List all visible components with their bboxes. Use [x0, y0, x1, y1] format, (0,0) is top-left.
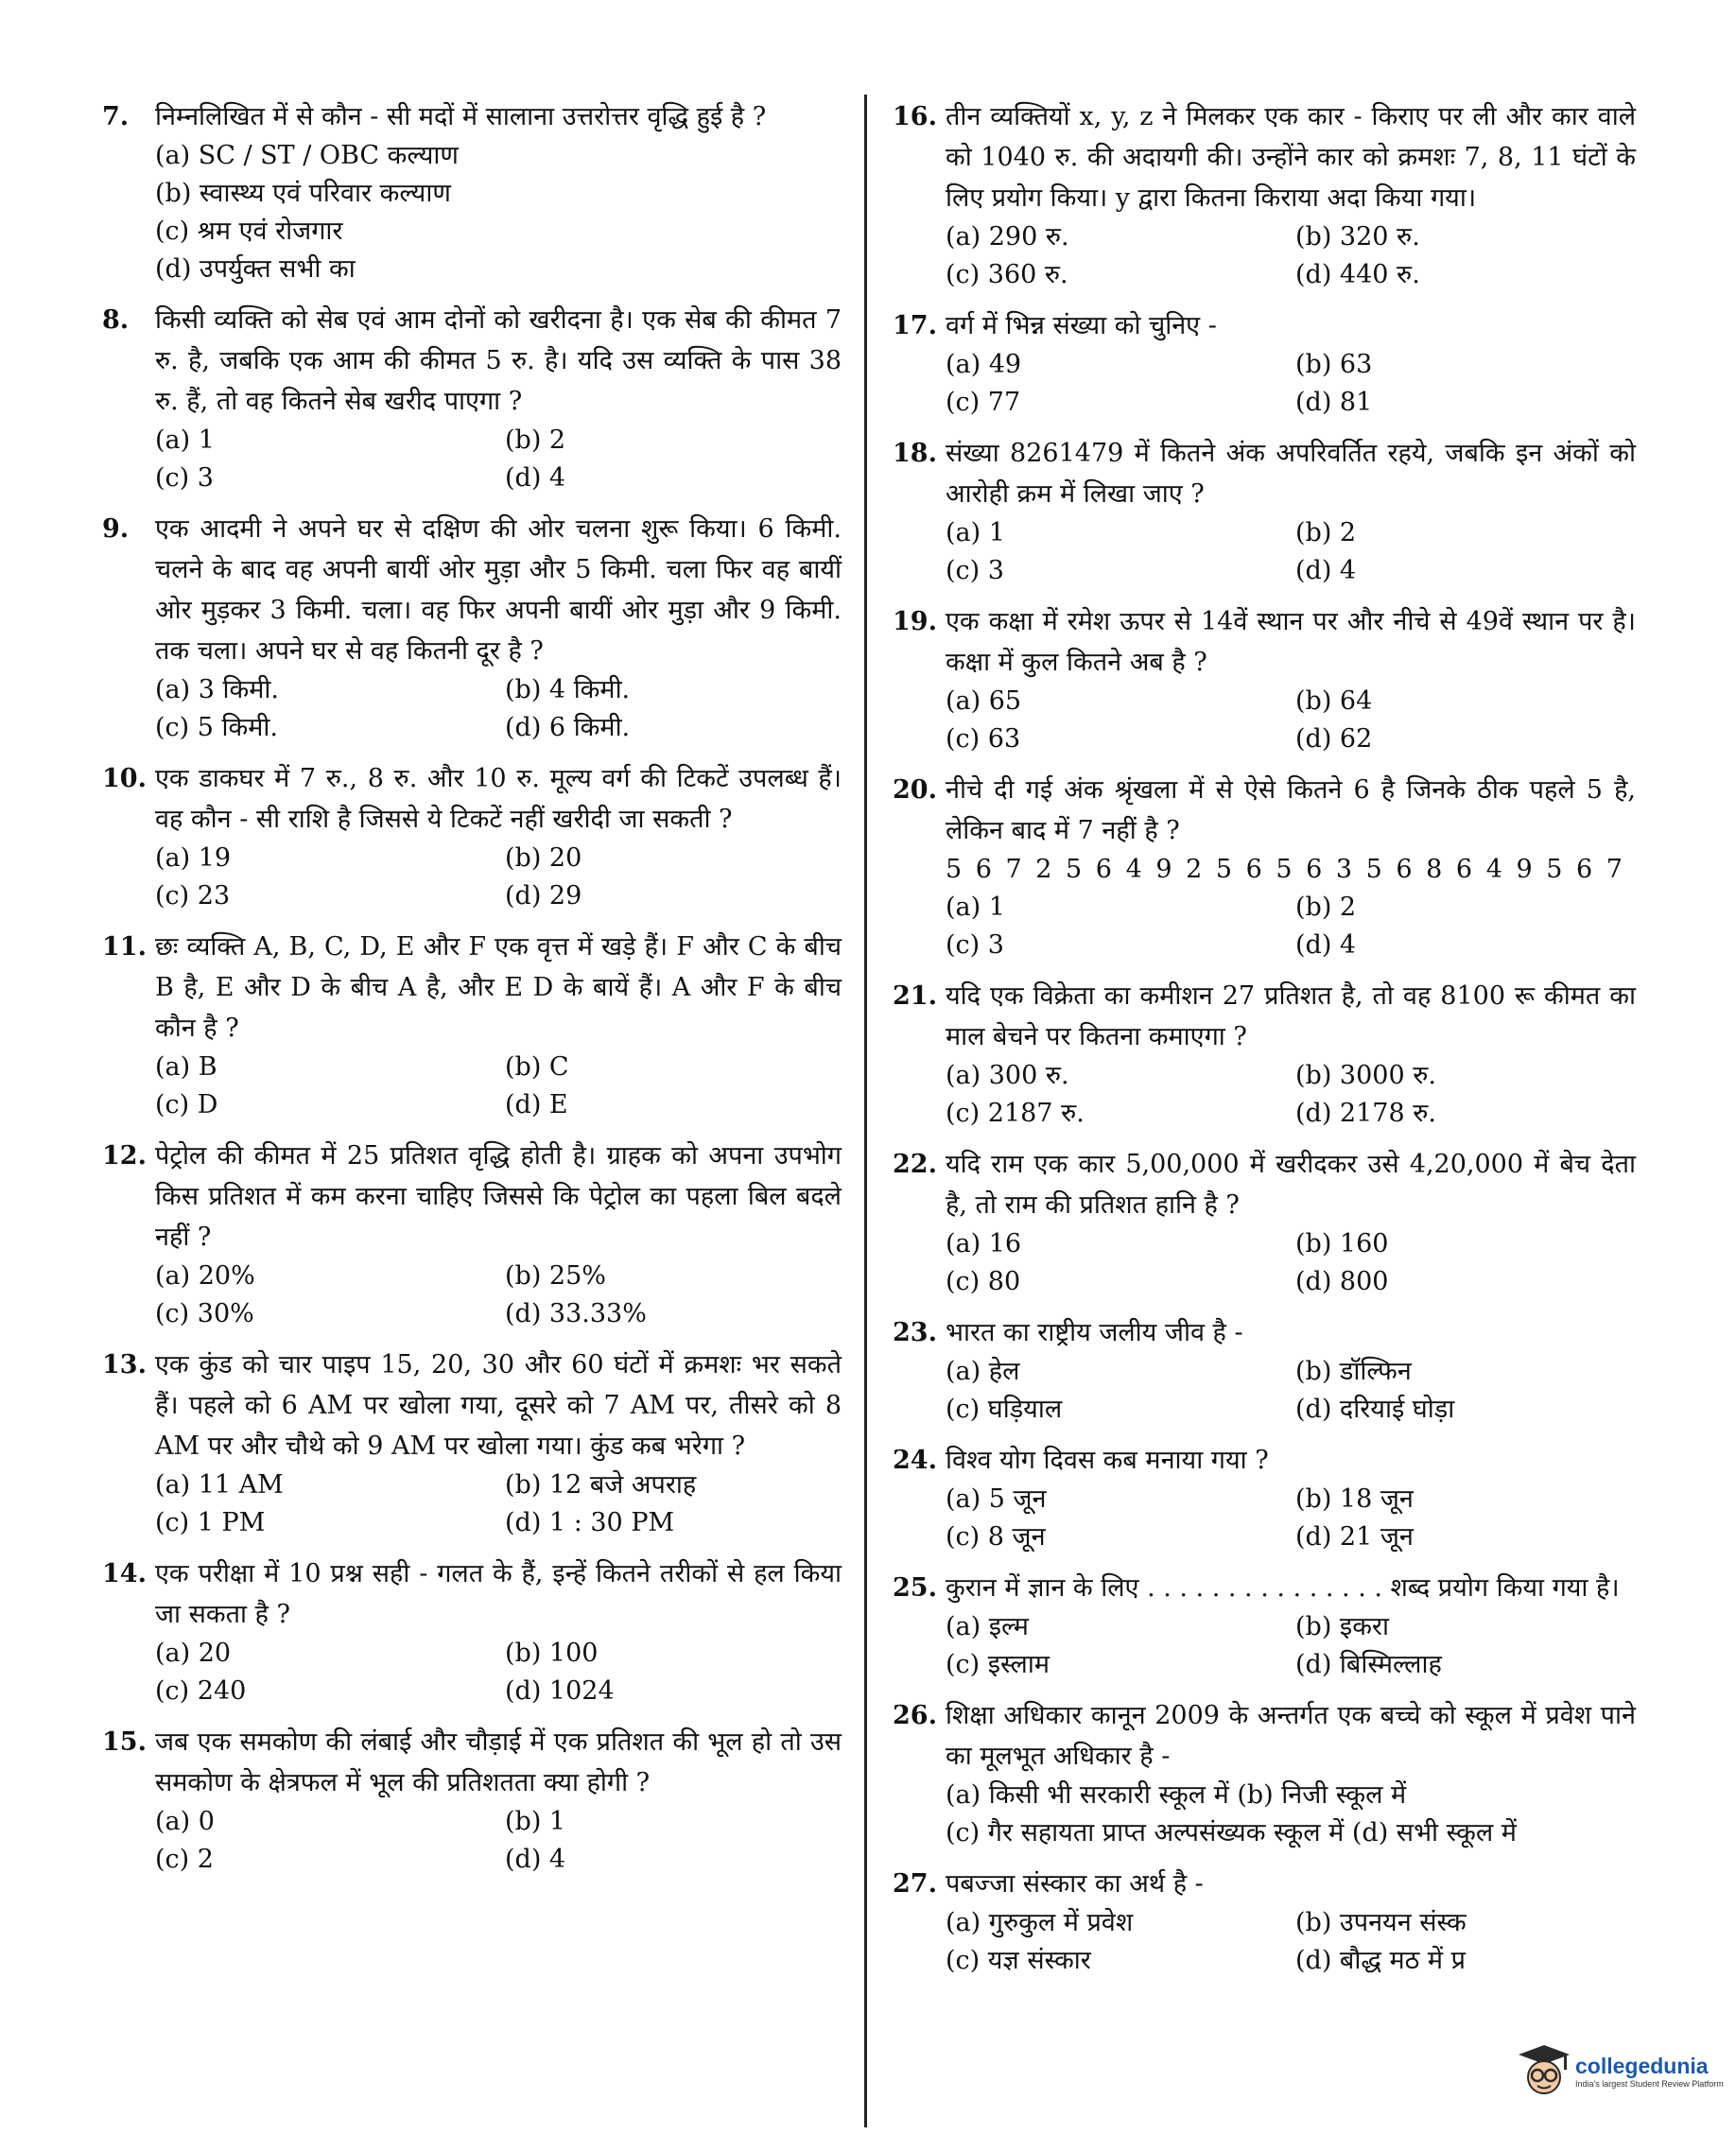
- answer-option: (b) इकरा: [1295, 1612, 1389, 1641]
- question-number: 17.: [893, 311, 937, 340]
- question-text: विश्व योग दिवस कब मनाया गया ?: [946, 1446, 1269, 1475]
- question-number: 21.: [893, 981, 937, 1011]
- answer-option: (c) 77: [946, 388, 1021, 417]
- answer-option: (a) किसी भी सरकारी स्कूल में (b) निजी स्कूल में: [946, 1780, 1407, 1810]
- question-20: [893, 770, 1636, 964]
- answer-option: (d) दरियाई घोड़ा: [1295, 1395, 1455, 1424]
- answer-option: (d) E: [505, 1090, 568, 1119]
- question-10: [102, 758, 842, 915]
- answer-option: (b) 2: [505, 425, 566, 455]
- answer-option: (a) इल्म: [946, 1612, 1029, 1641]
- answer-option: (d) 21 जून: [1295, 1522, 1414, 1552]
- answer-option: (d) 1024: [505, 1676, 615, 1706]
- question-number: 26.: [893, 1701, 937, 1730]
- question-number: 10.: [102, 764, 147, 793]
- collegedunia-logo[interactable]: [1517, 2033, 1725, 2110]
- answer-option: (b) 4 किमी.: [505, 675, 631, 704]
- answer-option: (d) 800: [1295, 1267, 1389, 1296]
- question-text: वर्ग में भिन्न संख्या को चुनिए -: [946, 311, 1217, 340]
- answer-option: (a) 11 AM: [155, 1470, 284, 1500]
- question-text: किसी व्यक्ति को सेब एवं आम दोनों को खरीदना है। एक सेब की कीमत 7 रु. है, जबकि एक आम की कीमत 5 रु. है। यदि उस व्यक्ति के पास 38 रु. हैं, तो वह कितने सेब खरीद पाएगा ?: [155, 305, 842, 416]
- question-number: 14.: [102, 1559, 147, 1588]
- question-19: [893, 601, 1636, 758]
- answer-option: (d) उपर्युक्त सभी का: [155, 254, 356, 284]
- answer-option: (c) 2: [155, 1845, 214, 1874]
- question-14: [102, 1553, 842, 1710]
- question-text: एक आदमी ने अपने घर से दक्षिण की ओर चलना शुरू किया। 6 किमी. चलने के बाद वह अपनी बायीं ओर मुड़ा और 5 किमी. चला फिर वह बायीं ओर मुड़कर 3 किमी. चला। वह फिर अपनी बायीं ओर मुड़ा और 9 किमी. तक चला। अपने घर से वह कितनी दूर है ?: [155, 514, 842, 666]
- question-26: [893, 1695, 1636, 1852]
- question-9: [102, 509, 842, 747]
- graduate-mascot-icon: [1517, 2043, 1571, 2100]
- question-number: 11.: [102, 932, 147, 962]
- answer-option: (a) 300 रु.: [946, 1061, 1069, 1090]
- answer-option: (d) 29: [505, 881, 582, 911]
- answer-option: (d) 4: [1295, 556, 1357, 585]
- answer-option: (d) 62: [1295, 724, 1373, 754]
- answer-option: (a) 3 किमी.: [155, 675, 279, 704]
- question-number: 15.: [102, 1727, 147, 1757]
- answer-option: (c) 5 किमी.: [155, 713, 278, 742]
- answer-option: (c) 30%: [155, 1299, 254, 1328]
- answer-option: (a) B: [155, 1052, 217, 1082]
- question-text: एक कक्षा में रमेश ऊपर से 14वें स्थान पर और नीचे से 49वें स्थान पर है। कक्षा में कुल कितने अब है ?: [946, 607, 1636, 677]
- answer-option: (d) 33.33%: [505, 1299, 647, 1328]
- answer-option: (a) 0: [155, 1807, 215, 1836]
- options-list: [155, 840, 842, 915]
- question-number: 24.: [893, 1446, 937, 1475]
- options-list: [946, 1225, 1636, 1301]
- options-list: [946, 1057, 1636, 1133]
- answer-option: (b) 2: [1295, 893, 1357, 922]
- question-21: [893, 976, 1636, 1133]
- question-number: 13.: [102, 1350, 147, 1379]
- question-7: [102, 96, 842, 288]
- question-text: निम्नलिखित में से कौन - सी मदों में सालाना उत्तरोत्तर वृद्धि हुई है ?: [155, 102, 767, 131]
- options-list: [155, 1803, 842, 1879]
- question-11: [102, 927, 842, 1124]
- question-number: 7.: [102, 102, 130, 131]
- answer-option: (c) 3: [946, 556, 1004, 585]
- answer-option: (c) 80: [946, 1267, 1021, 1296]
- answer-option: (b) 12 बजे अपराह: [505, 1470, 697, 1500]
- question-text: यदि एक विक्रेता का कमीशन 27 प्रतिशत है, तो वह 8100 रू कीमत का माल बेचने पर कितना कमाएगा ?: [946, 981, 1636, 1051]
- answer-option: (d) 4: [1295, 930, 1357, 960]
- question-number: 9.: [102, 514, 130, 544]
- answer-option: (c) 360 रु.: [946, 260, 1068, 289]
- options-list: [946, 514, 1636, 590]
- question-number: 20.: [893, 775, 937, 805]
- answer-option: (d) 4: [505, 463, 566, 493]
- answer-option: (c) 63: [946, 724, 1021, 754]
- answer-option: (c) 2187 रु.: [946, 1099, 1085, 1128]
- question-text: कुरान में ज्ञान के लिए . . . . . . . . . . . . . . . शब्द प्रयोग किया गया है।: [946, 1573, 1620, 1603]
- question-number: 8.: [102, 305, 130, 335]
- answer-option: (c) 23: [155, 881, 231, 911]
- question-number: 18.: [893, 439, 937, 468]
- answer-option: (b) 18 जून: [1295, 1484, 1414, 1514]
- answer-option: (c) 3: [946, 930, 1004, 960]
- question-text: पबज्जा संस्कार का अर्थ है -: [946, 1869, 1204, 1899]
- options-list: [946, 1777, 1636, 1852]
- question-text: तीन व्यक्तियों x, y, z ने मिलकर एक कार - किराए पर ली और कार वाले को 1040 रु. की अदायगी की। उन्होंने कार को क्रमशः 7, 8, 11 घंटों के लिए प्रयोग किया। y द्वारा कितना किराया अदा किया गया।: [946, 102, 1636, 213]
- answer-option: (c) 240: [155, 1676, 247, 1706]
- answer-option: (a) 20%: [155, 1261, 255, 1291]
- question-number: 16.: [893, 102, 937, 131]
- question-number: 27.: [893, 1869, 937, 1899]
- answer-option: (b) डॉल्फिन: [1295, 1357, 1412, 1386]
- answer-option: (c) श्रम एवं रोजगार: [155, 217, 343, 246]
- answer-option: (c) D: [155, 1090, 218, 1119]
- options-list: [946, 1353, 1636, 1429]
- options-list: [946, 683, 1636, 758]
- question-13: [102, 1345, 842, 1542]
- options-list: [946, 1481, 1636, 1556]
- answer-option: (b) 100: [505, 1639, 599, 1668]
- question-number: 25.: [893, 1573, 937, 1603]
- answer-option: (b) 320 रु.: [1295, 222, 1420, 252]
- answer-option: (a) 16: [946, 1229, 1022, 1258]
- question-number: 19.: [893, 607, 937, 636]
- answer-option: (a) 1: [155, 425, 215, 455]
- question-text: संख्या 8261479 में कितने अंक अपरिवर्तित रहये, जबकि इन अंकों को आरोही क्रम में लिखा जाए ?: [946, 439, 1636, 509]
- answer-option: (a) 19: [155, 843, 232, 873]
- question-number: 12.: [102, 1141, 147, 1171]
- question-16: [893, 96, 1636, 294]
- question-23: [893, 1312, 1636, 1429]
- answer-option: (c) गैर सहायता प्राप्त अल्पसंख्यक स्कूल में (d) सभी स्कूल में: [946, 1818, 1517, 1848]
- question-text: नीचे दी गई अंक श्रृंखला में से ऐसे कितने 6 है जिनके ठीक पहले 5 है, लेकिन बाद में 7 नहीं है ?: [946, 775, 1636, 845]
- question-text: छः व्यक्ति A, B, C, D, E और F एक वृत्त में खड़े हैं। F और C के बीच B है, E और D के बीच A है, और E D के बायें हैं। A और F के बीच कौन है ?: [155, 932, 842, 1043]
- answer-option: (d) 81: [1295, 388, 1373, 417]
- answer-option: (c) 8 जून: [946, 1522, 1046, 1552]
- answer-option: (b) 3000 रु.: [1295, 1061, 1436, 1090]
- answer-option: (b) 64: [1295, 686, 1373, 716]
- question-17: [893, 305, 1636, 422]
- answer-option: (a) 5 जून: [946, 1484, 1047, 1514]
- question-text: एक कुंड को चार पाइप 15, 20, 30 और 60 घंटों में क्रमशः भर सकते हैं। पहले को 6 AM पर खोला गया, दूसरे को 7 AM पर, तीसरे को 8 AM पर और चौथे को 9 AM पर खोला गया। कुंड कब भरेगा ?: [155, 1350, 842, 1461]
- question-number: 23.: [893, 1318, 937, 1347]
- question-text: शिक्षा अधिकार कानून 2009 के अन्तर्गत एक बच्चे को स्कूल में प्रवेश पाने का मूलभूत अधिकार है -: [946, 1701, 1636, 1771]
- logo-tagline: India's largest Student Review Platform: [1575, 2079, 1724, 2089]
- options-list: [946, 1608, 1636, 1684]
- answer-option: (c) इस्लाम: [946, 1650, 1050, 1679]
- left-column: [102, 96, 842, 1890]
- question-text: एक डाकघर में 7 रु., 8 रु. और 10 रु. मूल्य वर्ग की टिकटें उपलब्ध हैं। वह कौन - सी राशि है जिससे ये टिकटें नहीं खरीदी जा सकती ?: [155, 764, 842, 834]
- options-list: [155, 422, 842, 497]
- answer-option: (a) 1: [946, 893, 1005, 922]
- question-24: [893, 1440, 1636, 1556]
- answer-option: (c) घड़ियाल: [946, 1395, 1063, 1424]
- answer-option: (a) गुरुकुल में प्रवेश: [946, 1908, 1134, 1937]
- answer-option: (c) यज्ञ संस्कार: [946, 1946, 1091, 1975]
- digit-series: 5 6 7 2 5 6 4 9 2 5 6 5 6 3 5 6 8 6 4 9 5 6 7: [946, 855, 1625, 884]
- question-25: [893, 1568, 1636, 1684]
- answer-option: (a) 290 रु.: [946, 222, 1069, 252]
- answer-option: (d) बौद्ध मठ में प्र: [1295, 1946, 1467, 1975]
- answer-option: (d) 1 : 30 PM: [505, 1508, 675, 1537]
- logo-name: collegedunia: [1575, 2054, 1709, 2078]
- answer-option: (a) 20: [155, 1639, 232, 1668]
- answer-option: (c) 1 PM: [155, 1508, 266, 1537]
- options-list: [155, 1635, 842, 1710]
- answer-option: (d) 6 किमी.: [505, 713, 631, 742]
- answer-option: (d) 2178 रु.: [1295, 1099, 1436, 1128]
- question-text: भारत का राष्ट्रीय जलीय जीव है -: [946, 1318, 1243, 1347]
- right-column: [893, 96, 1636, 1991]
- answer-option: (a) हेल: [946, 1357, 1020, 1386]
- answer-option: (b) 20: [505, 843, 582, 873]
- answer-option: (a) 65: [946, 686, 1022, 716]
- options-list: [946, 1904, 1636, 1980]
- options-list: [155, 671, 842, 747]
- question-text: यदि राम एक कार 5,00,000 में खरीदकर उसे 4,20,000 में बेच देता है, तो राम की प्रतिशत हानि है ?: [946, 1150, 1636, 1220]
- question-text: पेट्रोल की कीमत में 25 प्रतिशत वृद्धि होती है। ग्राहक को अपना उपभोग किस प्रतिशत में कम करना चाहिए जिससे कि पेट्रोल का पहला बिल बदले नहीं ?: [155, 1141, 842, 1252]
- question-number: 22.: [893, 1150, 937, 1179]
- answer-option: (a) 1: [946, 518, 1005, 547]
- options-list: [946, 346, 1636, 422]
- answer-option: (b) 160: [1295, 1229, 1389, 1258]
- options-list: [155, 137, 842, 288]
- question-12: [102, 1136, 842, 1333]
- answer-option: (d) 440 रु.: [1295, 260, 1420, 289]
- question-27: [893, 1864, 1636, 1980]
- answer-option: (c) 3: [155, 463, 214, 493]
- options-list: [155, 1466, 842, 1542]
- answer-option: (b) 63: [1295, 350, 1373, 379]
- answer-option: (d) बिस्मिल्लाह: [1295, 1650, 1442, 1679]
- question-text: जब एक समकोण की लंबाई और चौड़ाई में एक प्रतिशत की भूल हो तो उस समकोण के क्षेत्रफल में भूल की प्रतिशतता क्या होगी ?: [155, 1727, 842, 1797]
- options-list: [155, 1049, 842, 1124]
- question-text: एक परीक्षा में 10 प्रश्न सही - गलत के हैं, इन्हें कितने तरीकों से हल किया जा सकता है ?: [155, 1559, 842, 1629]
- answer-option: (b) 2: [1295, 518, 1357, 547]
- question-22: [893, 1144, 1636, 1301]
- options-list: [946, 218, 1636, 294]
- question-8: [102, 300, 842, 497]
- answer-option: (a) SC / ST / OBC कल्याण: [155, 141, 459, 170]
- question-18: [893, 433, 1636, 590]
- options-list: [155, 1258, 842, 1333]
- options-list: [946, 889, 1636, 964]
- answer-option: (d) 4: [505, 1845, 566, 1874]
- answer-option: (a) 49: [946, 350, 1022, 379]
- answer-option: (b) 25%: [505, 1261, 606, 1291]
- answer-option: (b) उपनयन संस्क: [1295, 1908, 1467, 1937]
- answer-option: (b) 1: [505, 1807, 566, 1836]
- answer-option: (b) स्वास्थ्य एवं परिवार कल्याण: [155, 179, 451, 208]
- answer-option: (b) C: [505, 1052, 569, 1082]
- question-15: [102, 1722, 842, 1879]
- column-divider: [864, 95, 867, 2127]
